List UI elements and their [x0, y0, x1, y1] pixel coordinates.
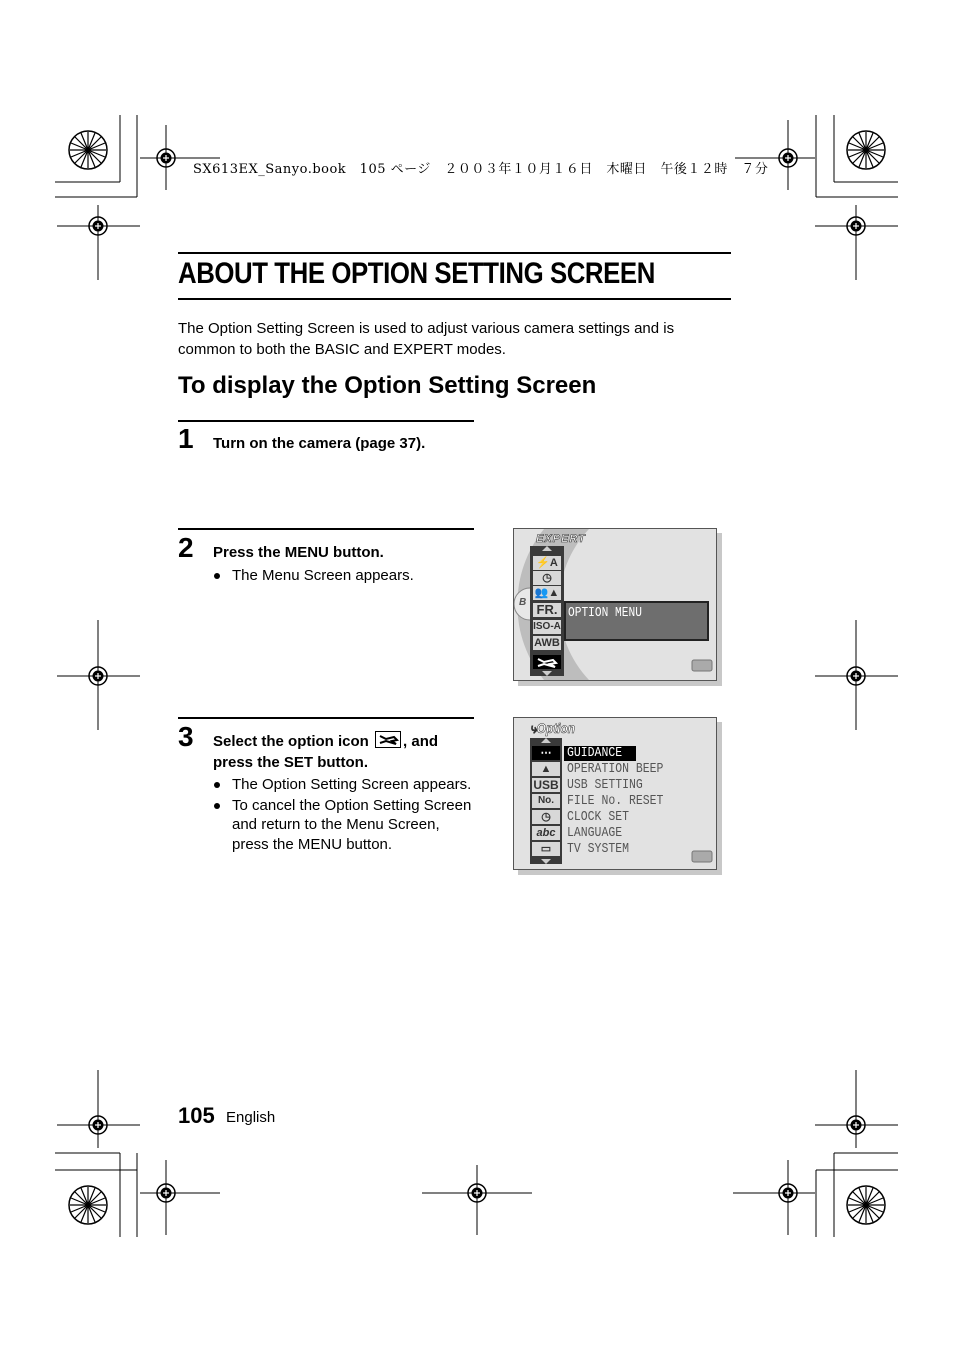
- option-item-guidance[interactable]: GUIDANCE: [567, 745, 623, 761]
- scroll-up-icon: [541, 738, 551, 743]
- page-title: ABOUT THE OPTION SETTING SCREEN: [178, 257, 655, 290]
- self-timer-icon: ◷: [533, 571, 561, 585]
- usb-icon: USB: [533, 778, 559, 792]
- section-heading: To display the Option Setting Screen: [178, 372, 597, 399]
- guidance-icon: ⋯: [532, 746, 560, 760]
- list-item: To cancel the Option Setting Screen and return to the Menu Screen, press the MENU button.: [212, 796, 474, 855]
- option-icon-strip: [530, 738, 562, 864]
- iso-icon: ISO-A: [533, 621, 561, 632]
- scene-mode-icon: 👥▲: [534, 587, 560, 599]
- option-item-tv-system[interactable]: TV SYSTEM: [567, 841, 630, 857]
- white-balance-icon: AWB: [534, 637, 560, 649]
- scroll-down-icon: [542, 671, 552, 676]
- scroll-up-icon: [542, 546, 552, 551]
- wrench-icon: [533, 655, 561, 669]
- option-screen-title: [530, 720, 575, 737]
- step-1-rule: [178, 420, 474, 422]
- step-3-number: 3: [178, 721, 194, 752]
- registration-star-icon: [69, 131, 107, 169]
- flash-mode-icon: ⚡A: [533, 556, 561, 570]
- step-1-text: Turn on the camera (page 37).: [213, 435, 426, 452]
- list-item: The Menu Screen appears.: [212, 566, 472, 586]
- option-menu-text: OPTION MENU: [568, 605, 642, 621]
- step-2-bullets: [212, 566, 472, 587]
- wrench-icon: ⤷: [530, 720, 537, 736]
- step-2-rule: [178, 528, 474, 530]
- option-item-clock-set[interactable]: CLOCK SET: [567, 809, 630, 825]
- step-1-number: 1: [178, 423, 194, 454]
- file-number-icon: No.: [532, 794, 560, 808]
- option-item-operation-beep[interactable]: OPERATION BEEP: [567, 761, 664, 777]
- option-menu-label: [564, 601, 709, 641]
- option-title-text: Option: [536, 720, 576, 736]
- step-2-text: Press the MENU button.: [213, 544, 384, 561]
- beep-icon: ▲: [532, 762, 560, 776]
- print-header: SX613EX_Sanyo.book 105 ページ ２００３年１０月１６日 木曜日 午後１２時 ７分: [193, 162, 769, 177]
- step-3-text: [213, 731, 475, 773]
- language-icon: abc: [532, 826, 560, 840]
- step-3-rule: [178, 717, 474, 719]
- intro-paragraph: The Option Setting Screen is used to adjust various camera settings and is common to both the BASIC and EXPERT modes.: [178, 320, 675, 358]
- frame-rate-icon: FR.: [533, 603, 561, 617]
- side-letter: B: [519, 597, 527, 608]
- list-item: The Option Setting Screen appears.: [212, 775, 474, 795]
- page-number: 105: [178, 1103, 215, 1128]
- tv-icon: ▭: [532, 842, 560, 856]
- wrench-icon: [375, 731, 401, 748]
- step-2-number: 2: [178, 532, 194, 563]
- menu-icon-strip: [530, 546, 564, 676]
- mode-label: EXPERT: [536, 533, 586, 545]
- clock-icon: ◷: [532, 810, 560, 824]
- option-item-language[interactable]: LANGUAGE: [567, 825, 623, 841]
- step-3-text-after: , and press the SET button.: [213, 733, 439, 771]
- option-screen-illustration: [513, 717, 717, 870]
- language-label: English: [226, 1109, 276, 1126]
- menu-screen-illustration: [513, 528, 717, 681]
- title-rule-bottom: [178, 298, 731, 300]
- step-3-bullets: [212, 775, 474, 855]
- option-item-file-no-reset[interactable]: FILE No. RESET: [567, 793, 664, 809]
- option-item-usb-setting[interactable]: USB SETTING: [567, 777, 643, 793]
- step-3-text-before: Select the option icon: [213, 733, 369, 750]
- scroll-down-icon: [541, 859, 551, 864]
- title-rule-top: [178, 252, 731, 254]
